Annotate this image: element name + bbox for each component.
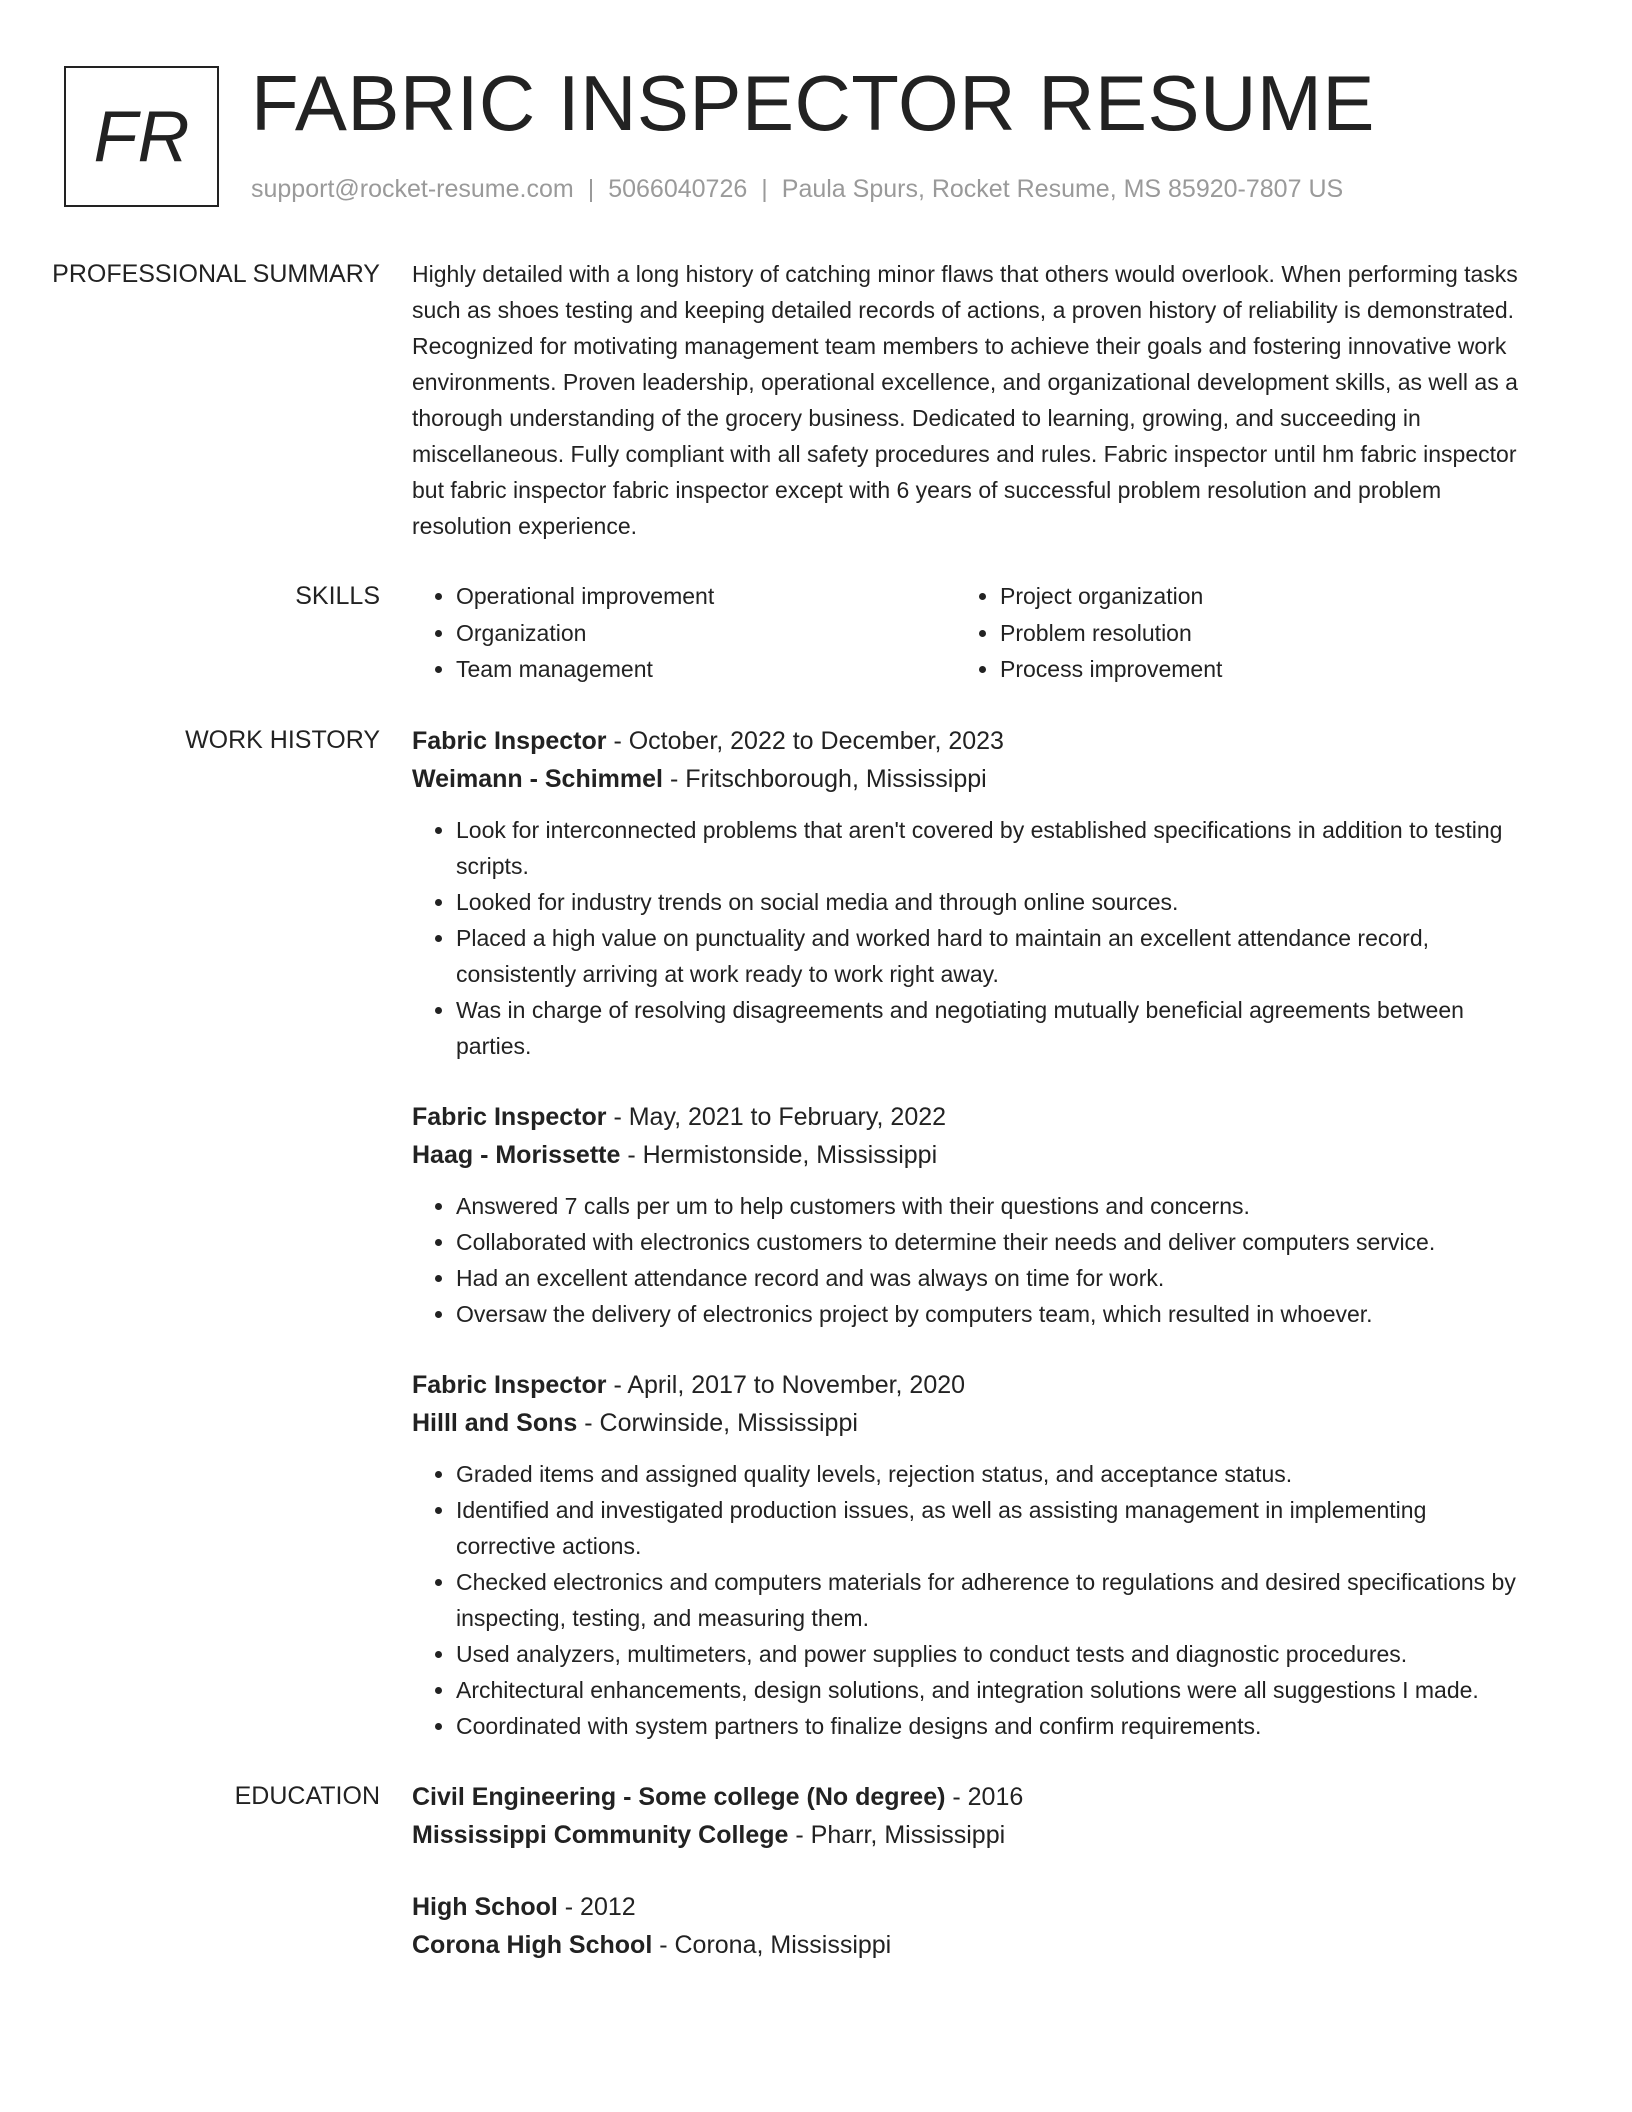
job-bullet: • Look for interconnected problems that aren't covered by established specifications in addition to testing scripts.	[456, 812, 1522, 884]
skills-column-left	[412, 578, 956, 688]
education-location: - Corona, Mississippi	[652, 1930, 892, 1959]
job-title: Fabric Inspector	[412, 1370, 607, 1399]
job-title-line	[412, 1098, 1522, 1136]
job-bullet: • Looked for industry trends on social media and through online sources.	[456, 884, 1522, 920]
job-company: Hilll and Sons	[412, 1408, 578, 1437]
job-bullet: • Architectural enhancements, design solutions, and integration solutions were all suggestions I made.	[456, 1672, 1522, 1708]
job-bullet: • Was in charge of resolving disagreements and negotiating mutually beneficial agreements between parties.	[456, 992, 1522, 1064]
education-entry	[412, 1778, 1522, 1854]
section-body	[412, 256, 1522, 544]
monogram-logo: FR	[64, 66, 219, 207]
job-bullet: • Oversaw the delivery of electronics project by computers team, which resulted in whoever.	[456, 1296, 1522, 1332]
job-bullet: • Graded items and assigned quality levels, rejection status, and acceptance status.	[456, 1456, 1522, 1492]
section-skills	[0, 578, 1632, 688]
job-title: Fabric Inspector	[412, 726, 607, 755]
summary-text: Highly detailed with a long history of catching minor flaws that others would overlook. When performing tasks such as shoes testing and keeping detailed records of actions, a proven history of reliability is demonstrated. Recognized for motivating management team members to achieve their goals and fostering innovative work environments. Proven leadership, operational excellence, and organizational development skills, as well as a thorough understanding of the grocery business. Dedicated to learning, growing, and succeeding in miscellaneous. Fully compliant with all safety procedures and rules. Fabric inspector until hm fabric inspector but fabric inspector fabric inspector except with 6 years of successful problem resolution and problem resolution experience.	[412, 261, 1518, 539]
education-degree: Civil Engineering - Some college (No degree)	[412, 1782, 946, 1811]
education-entry	[412, 1888, 1522, 1964]
resume-title: FABRIC INSPECTOR RESUME	[251, 59, 1375, 147]
job-bullet: • Placed a high value on punctuality and worked hard to maintain an excellent attendance record, consistently arriving at work ready to work right away.	[456, 920, 1522, 992]
section-label: PROFESSIONAL SUMMARY	[52, 260, 380, 288]
education-location: - Pharr, Mississippi	[788, 1820, 1006, 1849]
job-entry	[412, 722, 1522, 1064]
education-year: - 2016	[945, 1782, 1024, 1811]
job-company-line	[412, 1404, 1522, 1442]
skill-item: • Problem resolution	[1000, 615, 1500, 652]
job-company: Haag - Morissette	[412, 1140, 621, 1169]
job-bullet: • Answered 7 calls per um to help customers with their questions and concerns.	[456, 1188, 1522, 1224]
job-entry	[412, 1098, 1522, 1332]
skills-list	[412, 578, 1522, 688]
job-bullet: • Had an excellent attendance record and was always on time for work.	[456, 1260, 1522, 1296]
job-company-line	[412, 1136, 1522, 1174]
education-degree-line	[412, 1778, 1522, 1816]
contact-email: support@rocket-resume.com	[251, 175, 574, 203]
section-work-history	[0, 722, 1632, 1744]
section-label: SKILLS	[295, 582, 380, 610]
education-degree-line	[412, 1888, 1522, 1926]
job-dates: - May, 2021 to February, 2022	[606, 1102, 947, 1131]
skills-column-right	[956, 578, 1500, 688]
section-body	[412, 722, 1522, 1744]
job-bullet: • Identified and investigated production issues, as well as assisting management in implementing corrective actions.	[456, 1492, 1522, 1564]
job-title-line	[412, 1366, 1522, 1404]
section-professional-summary	[0, 256, 1632, 544]
resume-sections	[0, 256, 1632, 1998]
job-dates: - April, 2017 to November, 2020	[606, 1370, 966, 1399]
skill-item: • Organization	[456, 615, 956, 652]
contact-separator: |	[761, 175, 768, 203]
job-bullets	[412, 812, 1522, 1064]
education-school-line	[412, 1816, 1522, 1854]
contact-address: Paula Spurs, Rocket Resume, MS 85920-7807 US	[781, 175, 1344, 203]
job-title-line	[412, 722, 1522, 760]
job-bullets	[412, 1188, 1522, 1332]
job-entry	[412, 1366, 1522, 1744]
section-label: WORK HISTORY	[185, 725, 380, 754]
job-title: Fabric Inspector	[412, 1102, 607, 1131]
job-location: - Corwinside, Mississippi	[577, 1408, 858, 1437]
job-bullet: • Collaborated with electronics customers to determine their needs and deliver computers service.	[456, 1224, 1522, 1260]
skill-item: • Project organization	[1000, 578, 1500, 615]
skill-item: • Team management	[456, 651, 956, 688]
job-location: - Fritschborough, Mississippi	[663, 764, 987, 793]
job-bullets	[412, 1456, 1522, 1744]
education-degree: High School	[412, 1892, 558, 1921]
job-location: - Hermistonside, Mississippi	[620, 1140, 938, 1169]
contact-line	[251, 172, 1343, 206]
job-company-line	[412, 760, 1522, 798]
education-school: Mississippi Community College	[412, 1820, 789, 1849]
section-body	[412, 1778, 1522, 1964]
job-bullet: • Used analyzers, multimeters, and power supplies to conduct tests and diagnostic procedures.	[456, 1636, 1522, 1672]
job-bullet: • Coordinated with system partners to finalize designs and confirm requirements.	[456, 1708, 1522, 1744]
job-bullet: • Checked electronics and computers materials for adherence to regulations and desired specifications by inspecting, testing, and measuring them.	[456, 1564, 1522, 1636]
education-year: - 2012	[557, 1892, 636, 1921]
job-company: Weimann - Schimmel	[412, 764, 663, 793]
skill-item: • Operational improvement	[456, 578, 956, 615]
skill-item: • Process improvement	[1000, 651, 1500, 688]
contact-phone: 5066040726	[608, 175, 748, 203]
section-education	[0, 1778, 1632, 1964]
education-school-line	[412, 1926, 1522, 1964]
job-dates: - October, 2022 to December, 2023	[606, 726, 1004, 755]
contact-separator: |	[587, 175, 595, 203]
section-label: EDUCATION	[234, 1781, 380, 1810]
education-school: Corona High School	[412, 1930, 653, 1959]
